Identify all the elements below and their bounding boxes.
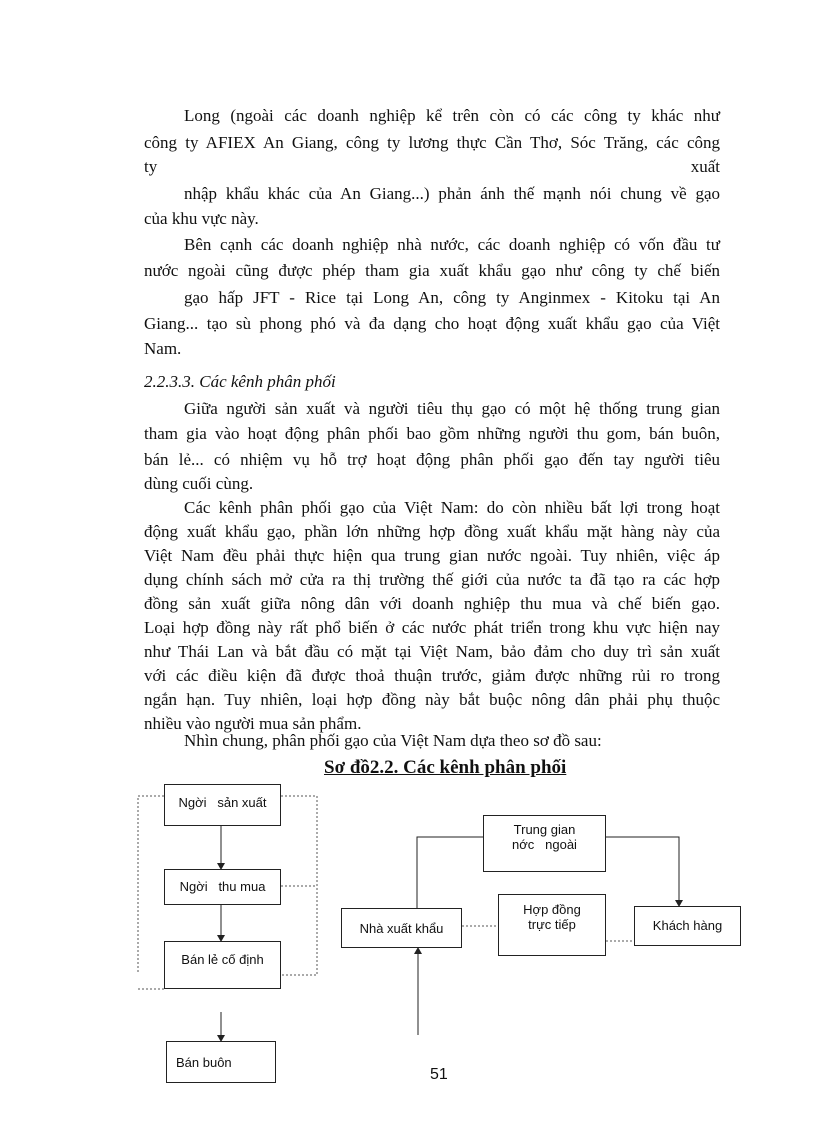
box-direct-contract (498, 894, 606, 956)
text-line: nhiều vào người mua sản phẩm. (144, 714, 362, 733)
box-foreign-intermediary-line1: Trung gian (513, 822, 576, 837)
text-line: ngắn hạn. Tuy nhiên, loại hợp đồng này bắt buộc nông dân phải phụ thuộc (144, 690, 720, 709)
arrow-intermediary-to-customer (606, 837, 679, 906)
text-line: với các điều kiện đã được thoả thuận trước, giảm được những rủi ro trong (144, 666, 720, 685)
text-line: như Thái Lan và bắt đầu có mặt tại Việt Nam, bảo đảm cho duy trì sản xuất (144, 642, 720, 661)
box-direct-contract-line2: trực tiếp (528, 917, 576, 932)
box-customer (634, 906, 741, 946)
dashed-loop-left (138, 796, 164, 972)
text-line: Việt Nam đều phải thực hiện qua trung gian nước ngoài. Tuy nhiên, việc áp (144, 546, 720, 565)
text-line: đồng sản xuất giữa nông dân với doanh nghiệp thu mua và chế biến gạo. (144, 594, 720, 613)
text-line: Các kênh phân phối gạo của Việt Nam: do còn nhiều bất lợi trong hoạt (184, 498, 720, 517)
text-line: nhập khẩu khác của An Giang...) phản ánh thế mạnh nói chung về gạo (184, 184, 720, 203)
box-producer (164, 784, 281, 826)
text-line: công ty AFIEX An Giang, công ty lương thực Cần Thơ, Sóc Trăng, các công (144, 133, 720, 152)
text-line: gạo hấp JFT - Rice tại Long An, công ty Anginmex - Kitoku tại An (184, 288, 720, 307)
box-foreign-intermediary-line2: nớc ngoài (512, 837, 577, 852)
box-wholesale-label: Bán buôn (176, 1055, 232, 1070)
box-retail (164, 941, 281, 989)
box-collector-label: Ngời thu mua (179, 879, 266, 894)
text-line: Nhìn chung, phân phối gạo của Việt Nam dựa theo sơ đồ sau: (184, 731, 602, 750)
box-foreign-intermediary (483, 815, 606, 872)
box-exporter-label: Nhà xuất khẩu (359, 921, 444, 936)
text-line: Nam. (144, 339, 182, 358)
box-wholesale (166, 1041, 276, 1083)
text-line: Giữa người sản xuất và người tiêu thụ gạo có một hệ thống trung gian (184, 399, 720, 418)
section-heading: 2.2.3.3. Các kênh phân phối (144, 372, 336, 391)
box-collector (164, 869, 281, 905)
text-line: Bên cạnh các doanh nghiệp nhà nước, các doanh nghiệp có vốn đầu tư (184, 235, 720, 254)
box-direct-contract-line1: Hợp đồng (523, 902, 581, 917)
text-line: bán lẻ... có nhiệm vụ hỗ trợ hoạt động phân phối gạo đến tay người tiêu (144, 450, 720, 469)
box-exporter (341, 908, 462, 948)
text-line: Loại hợp đồng này rất phổ biến ở các nước phát triển trong khu vực hiện nay (144, 618, 720, 637)
text-line: ty (144, 157, 158, 176)
text-line: dụng chính sách mở cửa ra thị trường thế giới của nước ta đã tạo ra các hợp (144, 570, 720, 589)
page-number: 51 (430, 1066, 448, 1083)
text-line: xuất (690, 157, 720, 176)
box-producer-label: Ngời sản xuất (178, 795, 267, 810)
line-exporter-to-intermediary (417, 837, 483, 908)
box-retail-label: Bán lẻ cố định (181, 952, 264, 967)
text-line: dùng cuối cùng. (144, 474, 254, 493)
text-line: của khu vực này. (144, 209, 259, 228)
text-line: tham gia vào hoạt động phân phối bao gồm những người thu gom, bán buôn, (144, 424, 720, 443)
text-line: nước ngoài cũng được phép tham gia xuất khẩu gạo như công ty chế biến (144, 261, 720, 280)
diagram-title: Sơ đồ2.2. Các kênh phân phối (324, 757, 567, 778)
text-line: Long (ngoài các doanh nghiệp kể trên còn có các công ty khác như (184, 106, 720, 125)
text-line: Giang... tạo sù phong phó và đa dạng cho hoạt động xuất khẩu gạo của Việt (144, 314, 720, 333)
text-line: động xuất khẩu gạo, phần lớn những hợp đồng xuất khẩu mặt hàng này của (144, 522, 720, 541)
box-customer-label: Khách hàng (652, 918, 723, 933)
